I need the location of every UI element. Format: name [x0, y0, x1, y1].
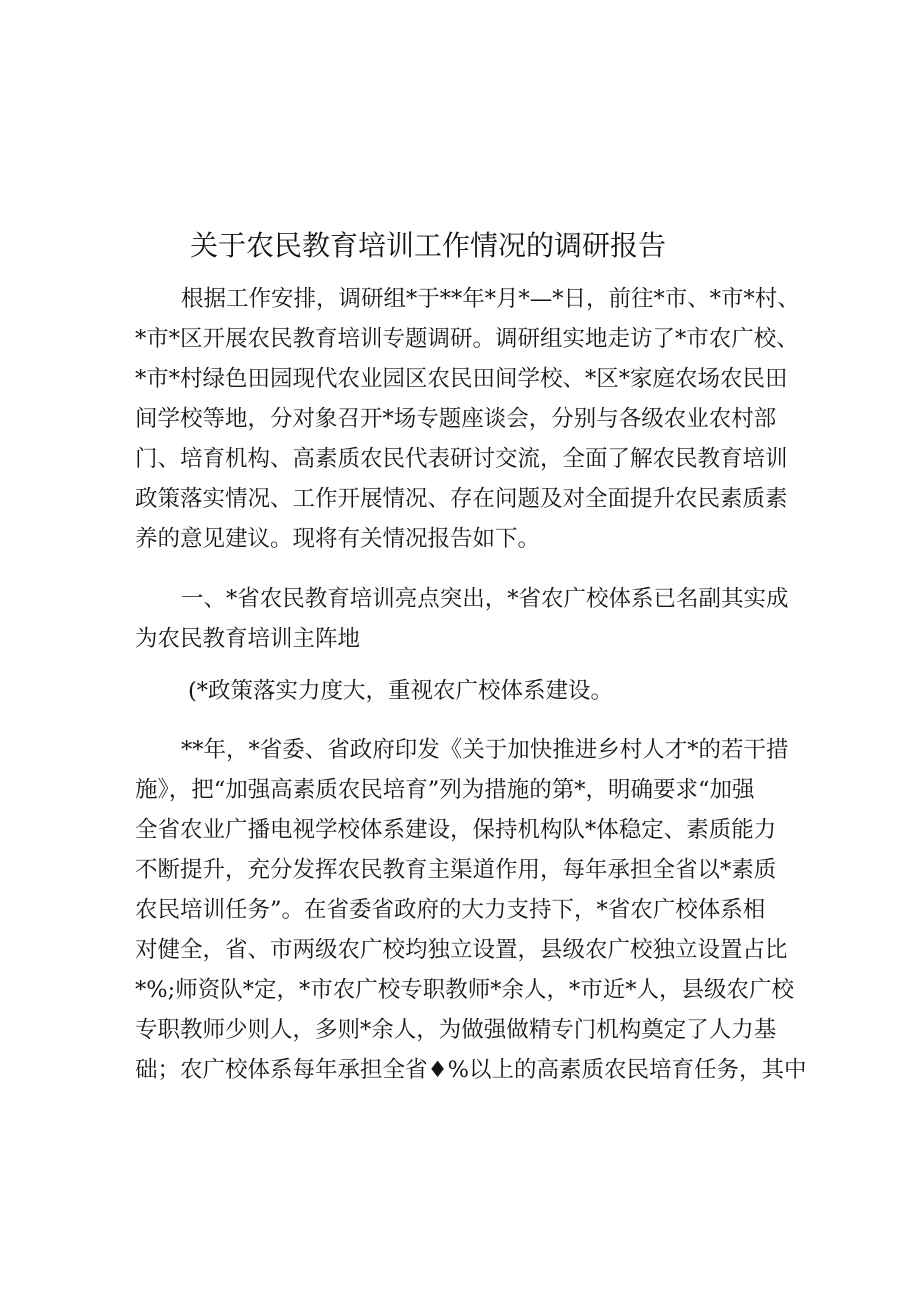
- body-line-7: *%;师资队*定，*市农广校专职教师*余人，*市近*人，县级农广校: [135, 977, 794, 1003]
- intro-line-5: 门、培育机构、高素质农民代表研讨交流，全面了解农民教育培训: [135, 446, 788, 472]
- intro-line-2: *市*区开展农民教育培训专题调研。调研组实地走访了*市农广校、: [135, 326, 799, 352]
- subsection-heading: (*政策落实力度大，重视农广校体系建设。: [188, 678, 614, 704]
- intro-line-3: *市*村绿色田园现代农业园区农民田间学校、*区*家庭农场农民田: [135, 366, 788, 392]
- body-line-2: 施》，把“加强高素质农民培育”列为措施的第*，明确要求“加强: [135, 777, 755, 803]
- intro-line-7: 养的意见建议。现将有关情况报告如下。: [135, 526, 541, 552]
- intro-line-1: 根据工作安排，调研组*于**年*月*—*日，前往*市、*市*村、: [181, 286, 800, 312]
- body-line-9: 础；农广校体系每年承担全省♦%以上的高素质农民培育任务，其中: [135, 1057, 807, 1083]
- intro-line-4: 间学校等地，分对象召开*场专题座谈会，分别与各级农业农村部: [135, 406, 777, 432]
- section-heading-line-2: 为农民教育培训主阵地: [135, 626, 361, 652]
- document-title: 关于农民教育培训工作情况的调研报告: [190, 229, 667, 262]
- body-line-4: 不断提升，充分发挥农民教育主渠道作用，每年承担全省以*素质: [135, 857, 777, 883]
- intro-line-6: 政策落实情况、工作开展情况、存在问题及对全面提升农民素质素: [135, 486, 788, 512]
- body-line-6: 对健全，省、市两级农广校均独立设置，县级农广校独立设置占比: [135, 937, 788, 963]
- body-line-8: 专职教师少则人，多则*余人，为做强做精专门机构奠定了人力基: [135, 1017, 777, 1043]
- body-line-5: 农民培训任务”。在省委省政府的大力支持下，*省农广校体系相: [135, 897, 766, 923]
- section-heading-line-1: 一、*省农民教育培训亮点突出，*省农广校体系已名副其实成: [181, 586, 789, 612]
- body-line-1: **年，*省委、省政府印发《关于加快推进乡村人才*的若干措: [181, 737, 789, 763]
- body-line-3: 全省农业广播电视学校体系建设，保持机构队*体稳定、素质能力: [135, 817, 777, 843]
